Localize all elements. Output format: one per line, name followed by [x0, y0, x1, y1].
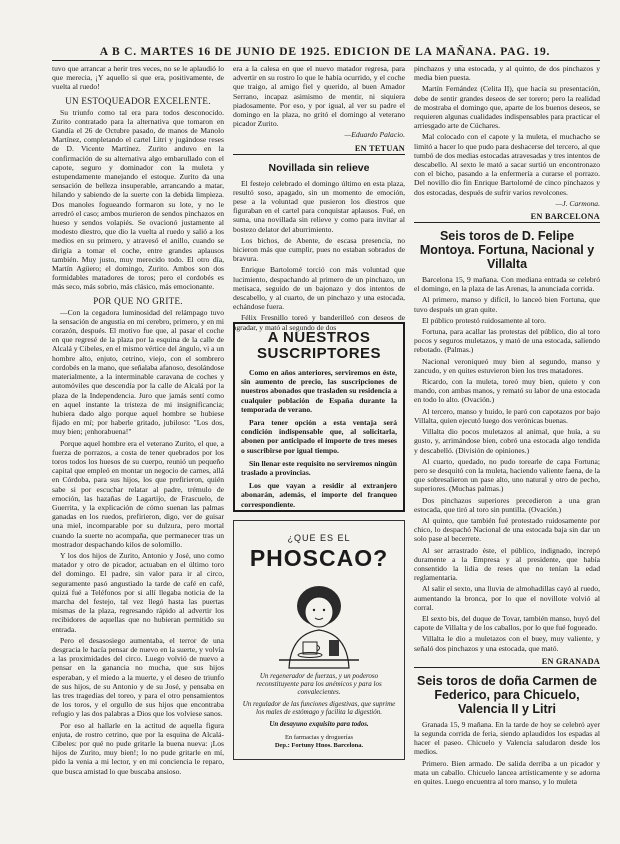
article-paragraph: El festejo celebrado el domingo último en esta plaza, resultó soso, apagado, sin un momento de emoción, pese a la voluntad que pusieron los diestros que figuraban en el cartel para conquistar aplausos. Fué, en suma, una novillada sin relieve y como para invitar al bostezo delator del aburrimiento.	[233, 178, 405, 234]
notice-title: A NUESTROS SUSCRIPTORES	[256, 329, 382, 362]
article-paragraph: Su triunfo como tal era para todos desconocido. Zurito contratado para la alternativa que tomaron en Gandía el 26 de Octubre pasado, de manos de Manolo Martínez, completando el cartel Litri y jugándose reses de D. Vicente Martínez. Zurito anduvo en la confirmación de su alternativa algo embarullado con el capote, seguro y dominador con la muleta y estupendamente manejando el estoque. Zurito da una sensación de belleza insuperable, arrancando a matar, hilando y sabiendo de la suerte con la debida limpieza. Dos manoles fogueando formaron su lote, y no le arredró el caso; ambos murieron de sendos pinchazos en hueso y sendos volapiés. Se ovacionó justamente al modesto diestro, que dio la vuelta al ruedo y salió a los medios en su primero, y atravesó el anillo, cuando se dirigía a tomar el coche, entre grandes aplausos también. Muy justo, muy merecido todo. El otro día, Martín Agüero; el domingo, Zurito. Ambos son dos formidables matadores de toros; pero el cordobés es más seco, más sobrio, más clásico, más emocionante.	[52, 107, 224, 292]
article-headline: Novillada sin relieve	[268, 161, 370, 174]
article-paragraph: Al tercero, manso y huido, le paró con capotazos por bajo Villalta, quien ejecutó luego dos verónicas buenas.	[414, 406, 600, 425]
ad-seller: Dep.: Fortuny Hnos. Barcelona.	[274, 741, 364, 749]
article-paragraph: Porque aquel hombre era el veterano Zurito, el que, a fuerza de porrazos, a costa de tener quebrados por los toros todos los huesos de su cuerpo, reunió un pequeño capital que empleó en montar un negocio de carnes, allá en Córdoba, para sus hijos, los que prefirieron, quién sabe si por escuchar relatar al padre, trémulo de emoción, las hazañas de Lagartijo, de Frascuelo, de Guerrita, y la explicación de cómo suenan las palmas ganadas en los ruedos, prefirieron, digo, ver de guisar una miel, incomparable por su dulzura, pero mortal cuando la suerte no acompaña, que permanecer tras un mostrador despachando kilos de solomillo.	[52, 438, 224, 549]
article-paragraph: Ricardo, con la muleta, toreó muy bien, quieto y con mando, con ambas manos, y remató su labor de una estocada en todo lo alto. (Ovación.)	[414, 377, 600, 405]
article-paragraph: Barcelona 15, 9 mañana. Con mediana entrada se celebró el domingo, en la plaza de las Arenas, la anunciada corrida.	[414, 275, 600, 294]
article-paragraph: Los bichos, de Abente, de escasa presencia, no hicieron más que cumplir, pues no estaban sobrados de bravura.	[233, 235, 405, 264]
header-rule	[52, 60, 600, 61]
article-paragraph: El sexto bis, del duque de Tovar, también manso, huyó del capote de Villalta y de los caballos, por lo que fué fogueado.	[414, 613, 600, 633]
article-paragraph: El público protestó ruidosamente al toro.	[422, 315, 547, 325]
section-heading: POR QUE NO GRITE.	[93, 295, 183, 306]
column-3	[414, 64, 600, 844]
notice-paragraph: Como en años anteriores, serviremos en éste, sin aumento de precio, las suscripciones de nuestros abonados que trasladen su residencia a cualquier población de España durante la temporada de verano.	[241, 368, 397, 414]
ad-seller: En farmacias y droguerías	[284, 734, 354, 741]
article-paragraph: Nacional veroniqueó muy bien al segundo, manso y zancudo, y en quites estuvieron bien los tres matadores.	[414, 356, 600, 375]
article-headline: Seis toros de D. Felipe Montoya. Fortuna, Nacional y Villalta	[419, 229, 595, 272]
article-paragraph: tuvo que arrancar a herir tres veces, no se le aplaudió lo que merecia, ¡Y aquello si que era, positivamente, de vuelta al ruedo!	[52, 64, 224, 92]
article-paragraph: Primero. Bien armado. De salida derriba a un picador y mata un caballo. Chicuelo lancea artísticamente y se adorna en quites. Luego encuentra al toro manso, y lo muleta	[414, 758, 600, 786]
column-1	[52, 64, 224, 844]
article-paragraph: Al primero, manso y difícil, lo lanceó bien Fortuna, que tuvo después un gran quite.	[414, 295, 600, 314]
ad-question: ¿QUE ES EL	[287, 533, 351, 543]
section-label: EN TETUAN	[233, 144, 405, 155]
ad-tagline: Un regenerador de fuerzas, y un poderoso reconstituyente para los anémicos y para los convalecientes.	[256, 672, 382, 696]
article-paragraph: era a la calesa en que el nuevo matador regresa, para advertir en su rostro lo que le había ocurrido, y el coche que traigo, al amigo fiel y querido, al buen Amador Serrano, incapaz asimismo de mentir, ni siquiera piadosamente. Por eso, y por igual, al ver su padre el domingo en la plaza, no gritó el domingo al veterano picador Zurito.	[233, 64, 405, 129]
article-paragraph: —Con la cegadora luminosidad del relámpago tuvo la sensación de angustia en mi cerebro, primero, y en mi corazón, después. El motivo fue que, al pasar el coche en que regresé de la plaza por la esquina de la calle de Alcalá y Cibeles, en el mismo vértice del ángulo, vi a un hombre alto, enjuto, cetrino, viejo, con el sombrero cordobés en la mano, que señalaba afanoso, desolándose materialmente, a la interminable caravana de coches y automóviles que descendía por la calle de Alcalá por la plaza de la Independencia. Juro que jamás sentí como en aquel instante la tristeza de mi insignificancia; hubiera dado algo porque aquel hombre se hubiese fijado en mí; por haberle gritado, jubiloso: "Los dos, muy bien; ¡enhorabuena!"	[52, 307, 224, 437]
article-paragraph: Martín Fernández (Celita II), que hacía su presentación, debe de sentir grandes deseos de ser torero; pero la realidad de mostraba el domingo que, aparte de los buenos deseos, se requieren algunas cualidades indispensables para practicar el arriesgado arte de Cúchares.	[414, 84, 600, 131]
ad-tagline: Un desayuno exquisito para todos.	[269, 720, 369, 728]
subscribers-notice	[233, 322, 405, 512]
girl-with-cup-illustration	[259, 576, 379, 668]
article-paragraph: Enrique Bartolomé torció con más voluntad que lucimiento, despachando al primero de un pinchazo, un metisaca, seguido de un bajonazo y dos intentos de descabello, y al cuarto, de un pinchazo y una estocada, echándose fuera.	[233, 265, 405, 312]
section-label: EN BARCELONA	[414, 212, 600, 223]
phoscao-advertisement	[233, 520, 405, 760]
article-paragraph: Y los dos hijos de Zurito, Antonio y José, uno como matador y otro de picador, actuaban en el último toro del domingo. El padre, sin valor para ir al circo, seguramente pasó angustiado la tarde de café en café, quizá fué a Teléfonos por si allí llegaba noticia de la marcha del festejo, tal vez llegó hasta las puertas mismas de la plaza, regresando rápido al advertir los recibidores de aquellas que no hubieran permitido su entrada.	[52, 550, 224, 634]
notice-paragraph: Los que vayan a residir al extranjero abonarán, además, el importe del franqueo correspondiente.	[241, 481, 397, 509]
page-header: A B C. MARTES 16 DE JUNIO DE 1925. EDICION DE LA MAÑANA. PAG. 19.	[99, 46, 551, 58]
article-paragraph: Al quinto, que también fué protestado ruidosamente por chico, lo despachó Nacional de una estocada baja sin dar un solo pase al becerrete.	[414, 515, 600, 544]
ad-brand: PHOSCAO?	[249, 545, 389, 571]
section-heading: UN ESTOQUEADOR EXCELENTE.	[65, 95, 211, 106]
notice-paragraph: Para tener opción a esta ventaja será condición indispensable que, al solicitarla, abonen por anticipado el importe de tres meses o suscribirse por igual tiempo.	[241, 418, 397, 455]
article-paragraph: Dos pinchazos superiores precedieron a una gran estocada, que tiró al toro sin puntilla. (Ovación.)	[414, 495, 600, 514]
article-paragraph: Fortuna, para acallar las protestas del público, dio al toro pocos y seguros muletazos, y mató de una estocada, saliendo rebotado. (Palmas.)	[414, 327, 600, 355]
column-2	[233, 64, 405, 332]
article-paragraph: Por eso al hallarle en la actitud de aquella figura enjuta, de rostro cetrino, que por la esquina de Alcalá-Cibeles: por qué no pude gritarle la buena nueva: ¡Los hijos de Zurito, muy bien!; lo no pude gritarle en mí, pido la venia a mi lector, y en mi conciencia le reparo, que busca amistad lo que buscaba ansioso.	[52, 720, 224, 776]
article-paragraph: Al ser arrastrado éste, el público, indignado, increpó duramente a la Empresa y al presidente, que había consentido la lidia de reses que no tenían la edad reglamentaria.	[414, 545, 600, 583]
article-paragraph: Al cuarto, quedado, no pudo torearle de capa Fortuna; pero se desquitó con la muleta, haciendo valiente faena, de la que sobresalieron un pase alto, uno natural y otro de pecho, superiores. (Muchas palmas.)	[414, 456, 600, 494]
article-paragraph: Villalta le dio a muletazos con el buey, muy valiente, y señaló dos pinchazos y una estocada, que mató.	[414, 634, 600, 653]
byline: —J. Carmona.	[555, 198, 600, 208]
article-paragraph: Mal colocado con el capote y la muleta, el muchacho se limitó a hacer lo que pudo para deshacerse del tercero, al que tumbó de dos medias estocadas atravesadas y tres intentos de descabello. Al sexto le mató a sacar surtió un encontronazo con el bicho, pasando a la enfermería a curarse el porrazo. Del novillo dio fin Enrique Bartolomé de cinco pinchazos y dos estocadas, después de sufrir varios revolcones.	[414, 132, 600, 197]
article-paragraph: Al salir el sexto, una lluvia de almohadillas cayó al ruedo, aumentando la bronca, por lo que el novillote volvió al corral.	[414, 584, 600, 612]
article-paragraph: Félix Fresnillo toreó y banderilleó con deseos de agradar, y mató al segundo de dos	[233, 313, 405, 332]
section-label: EN GRANADA	[414, 657, 600, 668]
notice-paragraph: Sin llenar este requisito no serviremos ningún traslado a provincias.	[241, 458, 397, 478]
ad-tagline: Un regulador de las funciones digestivas, que suprime los males de estómago y facilita la digestión.	[242, 700, 396, 716]
article-paragraph: Villalta dio pocos muletazos al animal, que huía, a su gusto, y, arrimándose bien, cobró una estocada algo tendida y descabelló. (División de opiniones.)	[414, 427, 600, 455]
article-paragraph: pinchazos y una estocada, y al quinto, de dos pinchazos y media bien puesta.	[414, 64, 600, 83]
article-paragraph: Granada 15, 9 mañana. En la tarde de hoy se celebró ayer la segunda corrida de feria, siendo aplaudidos los espadas al hacer el paseo. Chicuelo y Valencia saludaron desde los medios.	[414, 719, 600, 757]
article-headline: Seis toros de doña Carmen de Federico, para Chicuelo, Valencia II y Litri	[417, 673, 597, 716]
byline: —Eduardo Palacio.	[344, 130, 405, 140]
article-paragraph: Pero el desasosiego aumentaba, el terror de una desgracia le hacía pensar de nuevo en la suerte, y volvía a las proximidades del circo. Luego volvió de nuevo a pensar en la ganancia no mucha, que sus hijos esperaban, y el miedo a la muerte, y el deseo de triunfo de sus hijos, de su Antonio y de su José, y pensaba en las tres tragedias del toreo, y para el otro pensamientos de los toros, y el orgullo de sus hijos que encontraba refugio y las dos palabras a Dios que los volviese sanos.	[52, 635, 224, 719]
